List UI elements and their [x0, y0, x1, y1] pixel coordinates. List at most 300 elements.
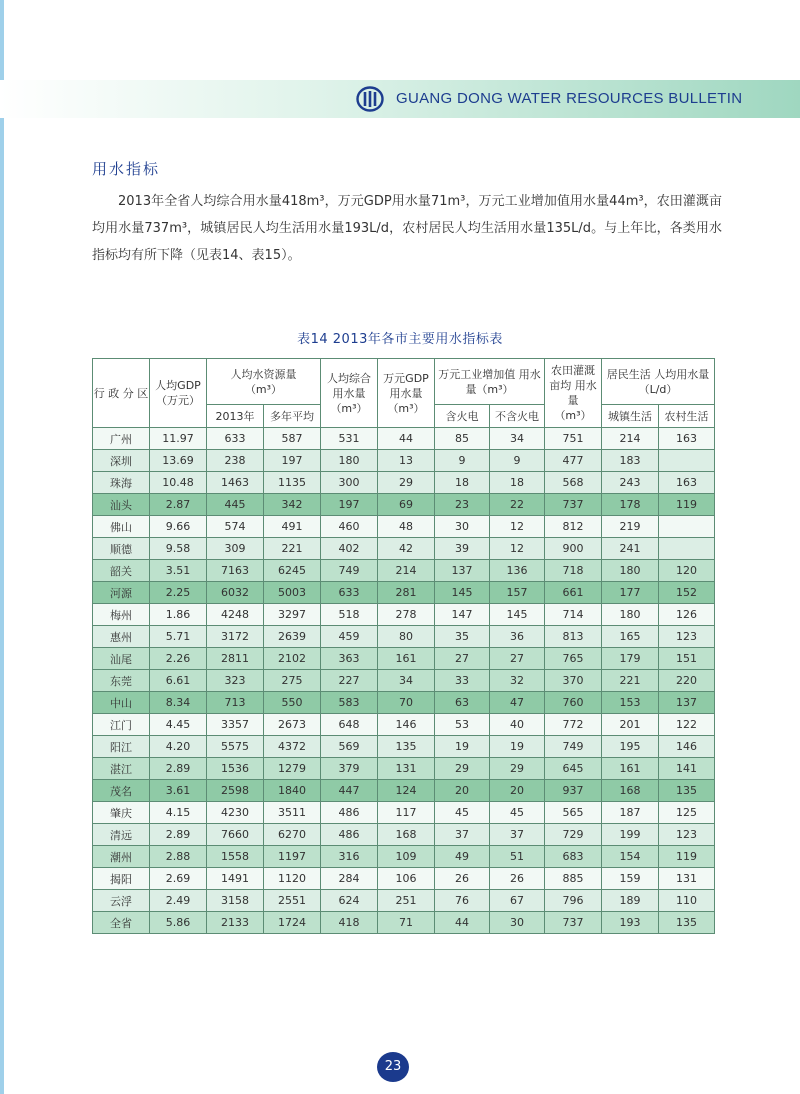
- cell-per-capita-use: 180: [321, 450, 378, 472]
- cell-per-capita-use: 648: [321, 714, 378, 736]
- cell-industry-with-thermal: 23: [435, 494, 490, 516]
- cell-per-capita-use: 486: [321, 802, 378, 824]
- cell-gdp: 9.58: [150, 538, 207, 560]
- cell-region: 河源: [93, 582, 150, 604]
- section-title: 用水指标: [92, 160, 161, 178]
- header-water-resource-unit: （m³）: [244, 382, 283, 396]
- cell-industry-without-thermal: 36: [490, 626, 545, 648]
- table-row: [93, 560, 715, 582]
- header-per-capita-use: 人均综合 用水量: [327, 371, 371, 400]
- cell-rural-use: [659, 450, 715, 472]
- cell-wr-2013: 7660: [207, 824, 264, 846]
- cell-industry-with-thermal: 137: [435, 560, 490, 582]
- cell-industry-without-thermal: 45: [490, 802, 545, 824]
- cell-region: 佛山: [93, 516, 150, 538]
- table-row: [93, 912, 715, 934]
- cell-per-capita-use: 284: [321, 868, 378, 890]
- cell-industry-with-thermal: 76: [435, 890, 490, 912]
- cell-wr-2013: 2811: [207, 648, 264, 670]
- cell-urban-use: 178: [602, 494, 659, 516]
- table-body: [93, 428, 715, 934]
- cell-per-capita-use: 316: [321, 846, 378, 868]
- cell-urban-use: 214: [602, 428, 659, 450]
- cell-rural-use: 119: [659, 494, 715, 516]
- cell-wr-average: 1197: [264, 846, 321, 868]
- cell-rural-use: 122: [659, 714, 715, 736]
- cell-industry-without-thermal: 27: [490, 648, 545, 670]
- cell-wr-2013: 309: [207, 538, 264, 560]
- cell-wr-2013: 5575: [207, 736, 264, 758]
- cell-wr-2013: 1491: [207, 868, 264, 890]
- cell-industry-with-thermal: 9: [435, 450, 490, 472]
- cell-farmland-use: 565: [545, 802, 602, 824]
- cell-rural-use: 123: [659, 824, 715, 846]
- cell-region: 江门: [93, 714, 150, 736]
- cell-industry-with-thermal: 44: [435, 912, 490, 934]
- cell-urban-use: 165: [602, 626, 659, 648]
- cell-per-capita-use: 363: [321, 648, 378, 670]
- table-row: [93, 648, 715, 670]
- header-rural-use: 农村生活: [659, 405, 715, 428]
- cell-urban-use: 201: [602, 714, 659, 736]
- cell-region: 阳江: [93, 736, 150, 758]
- header-per-capita-unit: （m³）: [330, 401, 368, 415]
- cell-gdp-use: 70: [378, 692, 435, 714]
- header-farmland-group: [545, 359, 602, 428]
- cell-wr-2013: 713: [207, 692, 264, 714]
- cell-urban-use: 193: [602, 912, 659, 934]
- cell-per-capita-use: 531: [321, 428, 378, 450]
- paragraph-text: 2013年全省人均综合用水量418m³，万元GDP用水量71m³，万元工业增加值用水量44m³，农田灌溉亩均用水量737m³，城镇居民人均生活用水量193L/d，农村居民人均生活用水量135L/d。与上年比，各类用水指标均有所下降（见表14、表15）。: [92, 194, 722, 263]
- cell-gdp: 4.45: [150, 714, 207, 736]
- cell-gdp-use: 281: [378, 582, 435, 604]
- table-row: [93, 890, 715, 912]
- cell-gdp-use: 124: [378, 780, 435, 802]
- header-gdp-use: 万元GDP 用水量: [383, 371, 429, 400]
- table-row: [93, 538, 715, 560]
- cell-urban-use: 159: [602, 868, 659, 890]
- page-number: 23: [377, 1052, 409, 1082]
- cell-industry-with-thermal: 85: [435, 428, 490, 450]
- cell-farmland-use: 661: [545, 582, 602, 604]
- cell-per-capita-use: 583: [321, 692, 378, 714]
- cell-rural-use: 163: [659, 428, 715, 450]
- cell-wr-average: 275: [264, 670, 321, 692]
- header-wr-2013: 2013年: [207, 405, 264, 428]
- cell-farmland-use: 796: [545, 890, 602, 912]
- cell-wr-average: 2639: [264, 626, 321, 648]
- cell-per-capita-use: 197: [321, 494, 378, 516]
- cell-wr-average: 5003: [264, 582, 321, 604]
- header-region: 行 政 分 区: [93, 359, 150, 428]
- header-water-resource-group: [207, 359, 321, 405]
- cell-industry-with-thermal: 35: [435, 626, 490, 648]
- cell-wr-2013: 3357: [207, 714, 264, 736]
- cell-farmland-use: 714: [545, 604, 602, 626]
- cell-gdp: 1.86: [150, 604, 207, 626]
- table-row: [93, 736, 715, 758]
- cell-urban-use: 183: [602, 450, 659, 472]
- table-row: [93, 670, 715, 692]
- table-caption: 表14 2013年各市主要用水指标表: [297, 332, 503, 347]
- header-gdp-use-unit: （m³）: [387, 401, 425, 415]
- cell-gdp-use: 135: [378, 736, 435, 758]
- cell-rural-use: 120: [659, 560, 715, 582]
- cell-industry-without-thermal: 145: [490, 604, 545, 626]
- cell-gdp: 3.61: [150, 780, 207, 802]
- cell-farmland-use: 760: [545, 692, 602, 714]
- cell-wr-2013: 4230: [207, 802, 264, 824]
- cell-urban-use: 177: [602, 582, 659, 604]
- cell-industry-with-thermal: 27: [435, 648, 490, 670]
- cell-per-capita-use: 518: [321, 604, 378, 626]
- cell-gdp: 2.69: [150, 868, 207, 890]
- cell-gdp: 4.15: [150, 802, 207, 824]
- cell-wr-2013: 2598: [207, 780, 264, 802]
- cell-rural-use: 137: [659, 692, 715, 714]
- table-row: [93, 494, 715, 516]
- cell-industry-with-thermal: 20: [435, 780, 490, 802]
- cell-region: 潮州: [93, 846, 150, 868]
- cell-per-capita-use: 624: [321, 890, 378, 912]
- cell-wr-average: 1135: [264, 472, 321, 494]
- cell-urban-use: 187: [602, 802, 659, 824]
- cell-urban-use: 161: [602, 758, 659, 780]
- cell-farmland-use: 737: [545, 494, 602, 516]
- cell-wr-average: 342: [264, 494, 321, 516]
- cell-wr-average: 2673: [264, 714, 321, 736]
- cell-urban-use: 180: [602, 604, 659, 626]
- cell-wr-average: 1724: [264, 912, 321, 934]
- header-farmland: 农田灌溉 亩均 用水量: [549, 364, 597, 407]
- cell-industry-without-thermal: 136: [490, 560, 545, 582]
- cell-per-capita-use: 447: [321, 780, 378, 802]
- cell-per-capita-use: 460: [321, 516, 378, 538]
- cell-rural-use: 146: [659, 736, 715, 758]
- cell-gdp-use: 106: [378, 868, 435, 890]
- cell-rural-use: 123: [659, 626, 715, 648]
- header-wr-average: 多年平均: [264, 405, 321, 428]
- cell-rural-use: 131: [659, 868, 715, 890]
- table-row: [93, 450, 715, 472]
- cell-wr-2013: 7163: [207, 560, 264, 582]
- cell-urban-use: 153: [602, 692, 659, 714]
- cell-region: 汕尾: [93, 648, 150, 670]
- cell-urban-use: 168: [602, 780, 659, 802]
- cell-industry-with-thermal: 49: [435, 846, 490, 868]
- header-per-capita-use-group: [321, 359, 378, 428]
- cell-wr-2013: 1463: [207, 472, 264, 494]
- cell-farmland-use: 568: [545, 472, 602, 494]
- table-row: [93, 780, 715, 802]
- cell-per-capita-use: 633: [321, 582, 378, 604]
- cell-region: 惠州: [93, 626, 150, 648]
- cell-gdp: 13.69: [150, 450, 207, 472]
- cell-farmland-use: 718: [545, 560, 602, 582]
- cell-wr-average: 197: [264, 450, 321, 472]
- cell-gdp: 2.49: [150, 890, 207, 912]
- cell-region: 东莞: [93, 670, 150, 692]
- cell-wr-average: 221: [264, 538, 321, 560]
- cell-rural-use: 152: [659, 582, 715, 604]
- cell-region: 云浮: [93, 890, 150, 912]
- cell-wr-average: 6270: [264, 824, 321, 846]
- cell-per-capita-use: 486: [321, 824, 378, 846]
- cell-region: 广州: [93, 428, 150, 450]
- cell-urban-use: 243: [602, 472, 659, 494]
- cell-rural-use: 110: [659, 890, 715, 912]
- cell-gdp: 2.88: [150, 846, 207, 868]
- table-row: [93, 626, 715, 648]
- header-industry-with-thermal: 含火电: [435, 405, 490, 428]
- cell-per-capita-use: 569: [321, 736, 378, 758]
- cell-industry-without-thermal: 47: [490, 692, 545, 714]
- cell-gdp: 2.26: [150, 648, 207, 670]
- cell-gdp-use: 42: [378, 538, 435, 560]
- cell-industry-with-thermal: 37: [435, 824, 490, 846]
- cell-gdp-use: 214: [378, 560, 435, 582]
- cell-region: 深圳: [93, 450, 150, 472]
- cell-farmland-use: 749: [545, 736, 602, 758]
- cell-wr-average: 1840: [264, 780, 321, 802]
- cell-industry-with-thermal: 39: [435, 538, 490, 560]
- cell-rural-use: 125: [659, 802, 715, 824]
- cell-gdp-use: 117: [378, 802, 435, 824]
- body-paragraph: [92, 188, 722, 269]
- cell-gdp-use: 109: [378, 846, 435, 868]
- cell-urban-use: 221: [602, 670, 659, 692]
- cell-rural-use: 163: [659, 472, 715, 494]
- header-gdp-use-group: [378, 359, 435, 428]
- cell-gdp-use: 161: [378, 648, 435, 670]
- cell-urban-use: 195: [602, 736, 659, 758]
- cell-wr-average: 1120: [264, 868, 321, 890]
- cell-region: 全省: [93, 912, 150, 934]
- cell-wr-2013: 633: [207, 428, 264, 450]
- cell-farmland-use: 813: [545, 626, 602, 648]
- table-row: [93, 516, 715, 538]
- cell-farmland-use: 370: [545, 670, 602, 692]
- cell-wr-2013: 1558: [207, 846, 264, 868]
- cell-wr-average: 491: [264, 516, 321, 538]
- cell-industry-with-thermal: 147: [435, 604, 490, 626]
- header-urban-use: 城镇生活: [602, 405, 659, 428]
- cell-industry-without-thermal: 22: [490, 494, 545, 516]
- cell-gdp: 2.89: [150, 824, 207, 846]
- cell-farmland-use: 937: [545, 780, 602, 802]
- cell-region: 肇庆: [93, 802, 150, 824]
- cell-farmland-use: 683: [545, 846, 602, 868]
- cell-farmland-use: 900: [545, 538, 602, 560]
- cell-farmland-use: 729: [545, 824, 602, 846]
- cell-industry-with-thermal: 63: [435, 692, 490, 714]
- cell-urban-use: 180: [602, 560, 659, 582]
- cell-per-capita-use: 379: [321, 758, 378, 780]
- cell-gdp: 2.25: [150, 582, 207, 604]
- cell-industry-with-thermal: 19: [435, 736, 490, 758]
- cell-per-capita-use: 300: [321, 472, 378, 494]
- cell-gdp: 2.89: [150, 758, 207, 780]
- water-use-indicator-table: [92, 358, 715, 934]
- cell-gdp-use: 146: [378, 714, 435, 736]
- cell-urban-use: 179: [602, 648, 659, 670]
- cell-region: 梅州: [93, 604, 150, 626]
- cell-rural-use: 135: [659, 780, 715, 802]
- cell-rural-use: 141: [659, 758, 715, 780]
- header-resident-use: 居民生活 人均用水量 （L/d）: [602, 359, 715, 405]
- cell-industry-without-thermal: 37: [490, 824, 545, 846]
- cell-rural-use: 126: [659, 604, 715, 626]
- cell-industry-without-thermal: 29: [490, 758, 545, 780]
- cell-region: 中山: [93, 692, 150, 714]
- cell-region: 茂名: [93, 780, 150, 802]
- cell-rural-use: [659, 516, 715, 538]
- cell-region: 顺德: [93, 538, 150, 560]
- cell-farmland-use: 645: [545, 758, 602, 780]
- cell-rural-use: 151: [659, 648, 715, 670]
- cell-region: 清远: [93, 824, 150, 846]
- table-row: [93, 758, 715, 780]
- cell-gdp-use: 80: [378, 626, 435, 648]
- cell-region: 湛江: [93, 758, 150, 780]
- cell-wr-average: 1279: [264, 758, 321, 780]
- cell-per-capita-use: 459: [321, 626, 378, 648]
- cell-per-capita-use: 402: [321, 538, 378, 560]
- cell-farmland-use: 765: [545, 648, 602, 670]
- cell-industry-with-thermal: 145: [435, 582, 490, 604]
- cell-industry-with-thermal: 33: [435, 670, 490, 692]
- cell-farmland-use: 772: [545, 714, 602, 736]
- cell-industry-without-thermal: 32: [490, 670, 545, 692]
- header-industry-use: 万元工业增加值 用水量（m³）: [435, 359, 545, 405]
- cell-region: 韶关: [93, 560, 150, 582]
- table-row: [93, 714, 715, 736]
- cell-wr-average: 550: [264, 692, 321, 714]
- cell-rural-use: 119: [659, 846, 715, 868]
- cell-wr-average: 6245: [264, 560, 321, 582]
- cell-urban-use: 154: [602, 846, 659, 868]
- cell-farmland-use: 812: [545, 516, 602, 538]
- cell-wr-2013: 574: [207, 516, 264, 538]
- cell-industry-without-thermal: 12: [490, 538, 545, 560]
- cell-per-capita-use: 227: [321, 670, 378, 692]
- cell-gdp-use: 29: [378, 472, 435, 494]
- header-industry-without-thermal: 不含火电: [490, 405, 545, 428]
- cell-wr-average: 4372: [264, 736, 321, 758]
- cell-gdp-use: 44: [378, 428, 435, 450]
- cell-gdp: 10.48: [150, 472, 207, 494]
- cell-gdp: 3.51: [150, 560, 207, 582]
- cell-urban-use: 219: [602, 516, 659, 538]
- cell-rural-use: 135: [659, 912, 715, 934]
- cell-wr-2013: 3158: [207, 890, 264, 912]
- cell-gdp-use: 69: [378, 494, 435, 516]
- cell-industry-with-thermal: 53: [435, 714, 490, 736]
- cell-farmland-use: 477: [545, 450, 602, 472]
- cell-wr-2013: 3172: [207, 626, 264, 648]
- cell-gdp-use: 168: [378, 824, 435, 846]
- cell-region: 汕头: [93, 494, 150, 516]
- cell-wr-average: 2551: [264, 890, 321, 912]
- cell-industry-without-thermal: 157: [490, 582, 545, 604]
- cell-gdp-use: 13: [378, 450, 435, 472]
- cell-region: 珠海: [93, 472, 150, 494]
- cell-gdp-use: 71: [378, 912, 435, 934]
- cell-gdp-use: 34: [378, 670, 435, 692]
- header-gdp-per-capita: 人均GDP （万元）: [150, 359, 207, 428]
- cell-farmland-use: 737: [545, 912, 602, 934]
- bulletin-title: GUANG DONG WATER RESOURCES BULLETIN: [396, 90, 743, 107]
- table-row: [93, 868, 715, 890]
- cell-wr-2013: 2133: [207, 912, 264, 934]
- cell-gdp: 11.97: [150, 428, 207, 450]
- header-farmland-unit: （m³）: [554, 409, 592, 422]
- cell-gdp: 5.86: [150, 912, 207, 934]
- table-row: [93, 582, 715, 604]
- cell-gdp: 4.20: [150, 736, 207, 758]
- cell-gdp: 5.71: [150, 626, 207, 648]
- cell-gdp-use: 251: [378, 890, 435, 912]
- cell-industry-with-thermal: 26: [435, 868, 490, 890]
- cell-industry-without-thermal: 18: [490, 472, 545, 494]
- cell-farmland-use: 751: [545, 428, 602, 450]
- cell-region: 揭阳: [93, 868, 150, 890]
- cell-urban-use: 199: [602, 824, 659, 846]
- table-row: [93, 802, 715, 824]
- cell-gdp-use: 278: [378, 604, 435, 626]
- cell-wr-2013: 4248: [207, 604, 264, 626]
- cell-urban-use: 189: [602, 890, 659, 912]
- cell-rural-use: [659, 538, 715, 560]
- cell-gdp: 9.66: [150, 516, 207, 538]
- cell-urban-use: 241: [602, 538, 659, 560]
- table-row: [93, 472, 715, 494]
- cell-industry-without-thermal: 9: [490, 450, 545, 472]
- cell-industry-without-thermal: 51: [490, 846, 545, 868]
- bulletin-logo-icon: [356, 86, 384, 112]
- table-row: [93, 604, 715, 626]
- table-row: [93, 824, 715, 846]
- cell-industry-with-thermal: 18: [435, 472, 490, 494]
- cell-industry-without-thermal: 20: [490, 780, 545, 802]
- cell-industry-without-thermal: 67: [490, 890, 545, 912]
- cell-gdp: 8.34: [150, 692, 207, 714]
- cell-wr-2013: 238: [207, 450, 264, 472]
- cell-wr-2013: 445: [207, 494, 264, 516]
- cell-gdp-use: 48: [378, 516, 435, 538]
- cell-rural-use: 220: [659, 670, 715, 692]
- cell-per-capita-use: 418: [321, 912, 378, 934]
- cell-wr-average: 3297: [264, 604, 321, 626]
- cell-industry-without-thermal: 34: [490, 428, 545, 450]
- cell-industry-without-thermal: 30: [490, 912, 545, 934]
- table-row: [93, 846, 715, 868]
- cell-industry-without-thermal: 19: [490, 736, 545, 758]
- cell-wr-average: 2102: [264, 648, 321, 670]
- header-water-resource: 人均水资源量: [230, 367, 297, 381]
- cell-industry-without-thermal: 26: [490, 868, 545, 890]
- cell-wr-2013: 1536: [207, 758, 264, 780]
- cell-wr-2013: 6032: [207, 582, 264, 604]
- left-edge-bar: [0, 0, 4, 1094]
- cell-wr-average: 587: [264, 428, 321, 450]
- cell-industry-without-thermal: 40: [490, 714, 545, 736]
- table-row: [93, 428, 715, 450]
- table-row: [93, 692, 715, 714]
- cell-wr-2013: 323: [207, 670, 264, 692]
- cell-industry-without-thermal: 12: [490, 516, 545, 538]
- cell-wr-average: 3511: [264, 802, 321, 824]
